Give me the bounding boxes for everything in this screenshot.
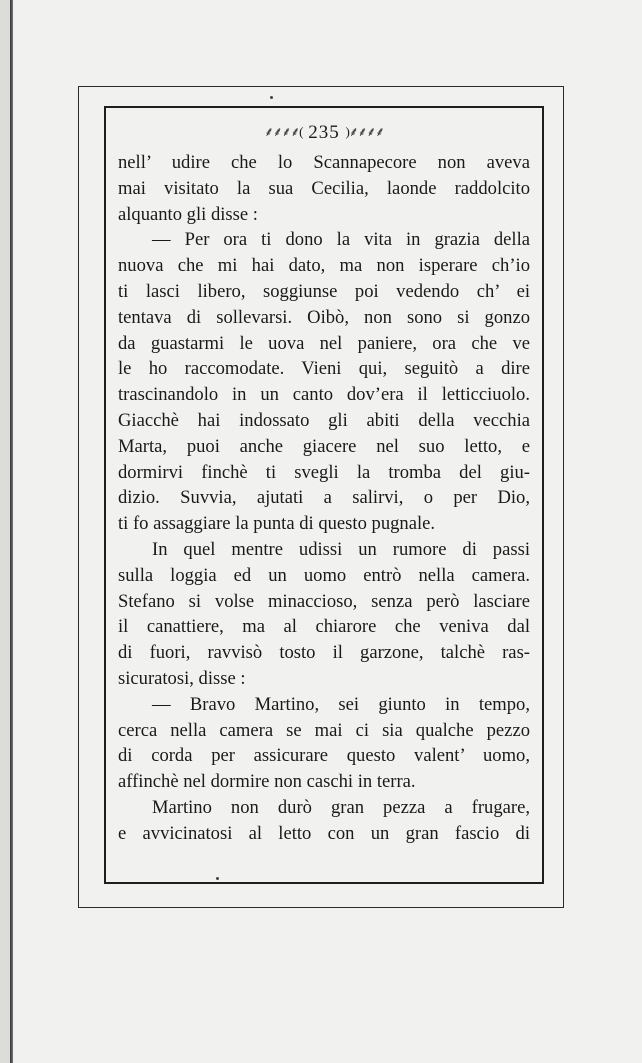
text-line: alquanto gli disse : — [118, 203, 258, 225]
text-line: le ho raccomodate. Vieni qui, seguitò a dire — [118, 358, 530, 380]
header-ornament-right: )⸙⸙⸙⸙ — [345, 124, 384, 139]
text-line: Marta, puoi anche giacere nel suo letto, e — [118, 435, 530, 457]
page-binding-edge — [10, 0, 13, 1063]
text-line: dormirvi finchè ti svegli la tromba del giu- — [118, 461, 530, 483]
text-line: ti lasci libero, soggiunse poi vedendo ch’ ei — [118, 280, 530, 302]
text-line: sulla loggia ed un uomo entrò nella camera. — [118, 564, 530, 586]
header-ornament-left: ⸙⸙⸙⸙( — [264, 124, 303, 139]
text-line: Stefano si volse minaccioso, senza però lasciare — [118, 590, 530, 612]
text-line: nell’ udire che lo Scannapecore non aveva — [118, 152, 530, 173]
text-line: — Bravo Martino, sei giunto in tempo, — [152, 693, 530, 715]
text-line: trascinandolo in un canto dov’era il letticciuolo. — [118, 384, 530, 406]
ink-speck — [216, 877, 219, 880]
body-text — [118, 150, 530, 870]
text-line: nuova che mi hai dato, ma non isperare ch’io — [118, 255, 530, 277]
text-line: — Per ora ti dono la vita in grazia della — [152, 229, 530, 251]
text-line: mai visitato la sua Cecilia, laonde raddolcito — [118, 177, 530, 199]
text-line: da guastarmi le uova nel paniere, ora che ve — [118, 332, 530, 354]
text-line: In quel mentre udissi un rumore di passi — [152, 538, 530, 560]
text-line: dizio. Suvvia, ajutati a salirvi, o per Dio, — [118, 487, 530, 509]
text-line: Giacchè hai indossato gli abiti della vecchia — [118, 409, 530, 431]
page-edge-shadow — [0, 0, 10, 1063]
page-number: 235 — [308, 122, 340, 143]
ink-speck — [270, 96, 273, 99]
text-line: Martino non durò gran pezza a frugare, — [152, 796, 530, 818]
text-line: sicuratosi, disse : — [118, 667, 246, 689]
text-line: di fuori, ravvisò tosto il garzone, talchè ras- — [118, 642, 530, 664]
text-line: affinchè nel dormire non caschi in terra. — [118, 771, 416, 793]
text-line: tentava di sollevarsi. Oibò, non sono si gonzo — [118, 306, 530, 328]
text-line: di corda per assicurare questo valent’ uomo, — [118, 745, 530, 767]
text-line: ti fo assaggiare la punta di questo pugnale. — [118, 513, 436, 535]
text-line: cerca nella camera se mai ci sia qualche pezzo — [118, 719, 530, 741]
text-line: il canattiere, ma al chiarore che veniva dal — [118, 616, 530, 638]
text-line: e avvicinatosi al letto con un gran fascio di — [118, 822, 530, 844]
